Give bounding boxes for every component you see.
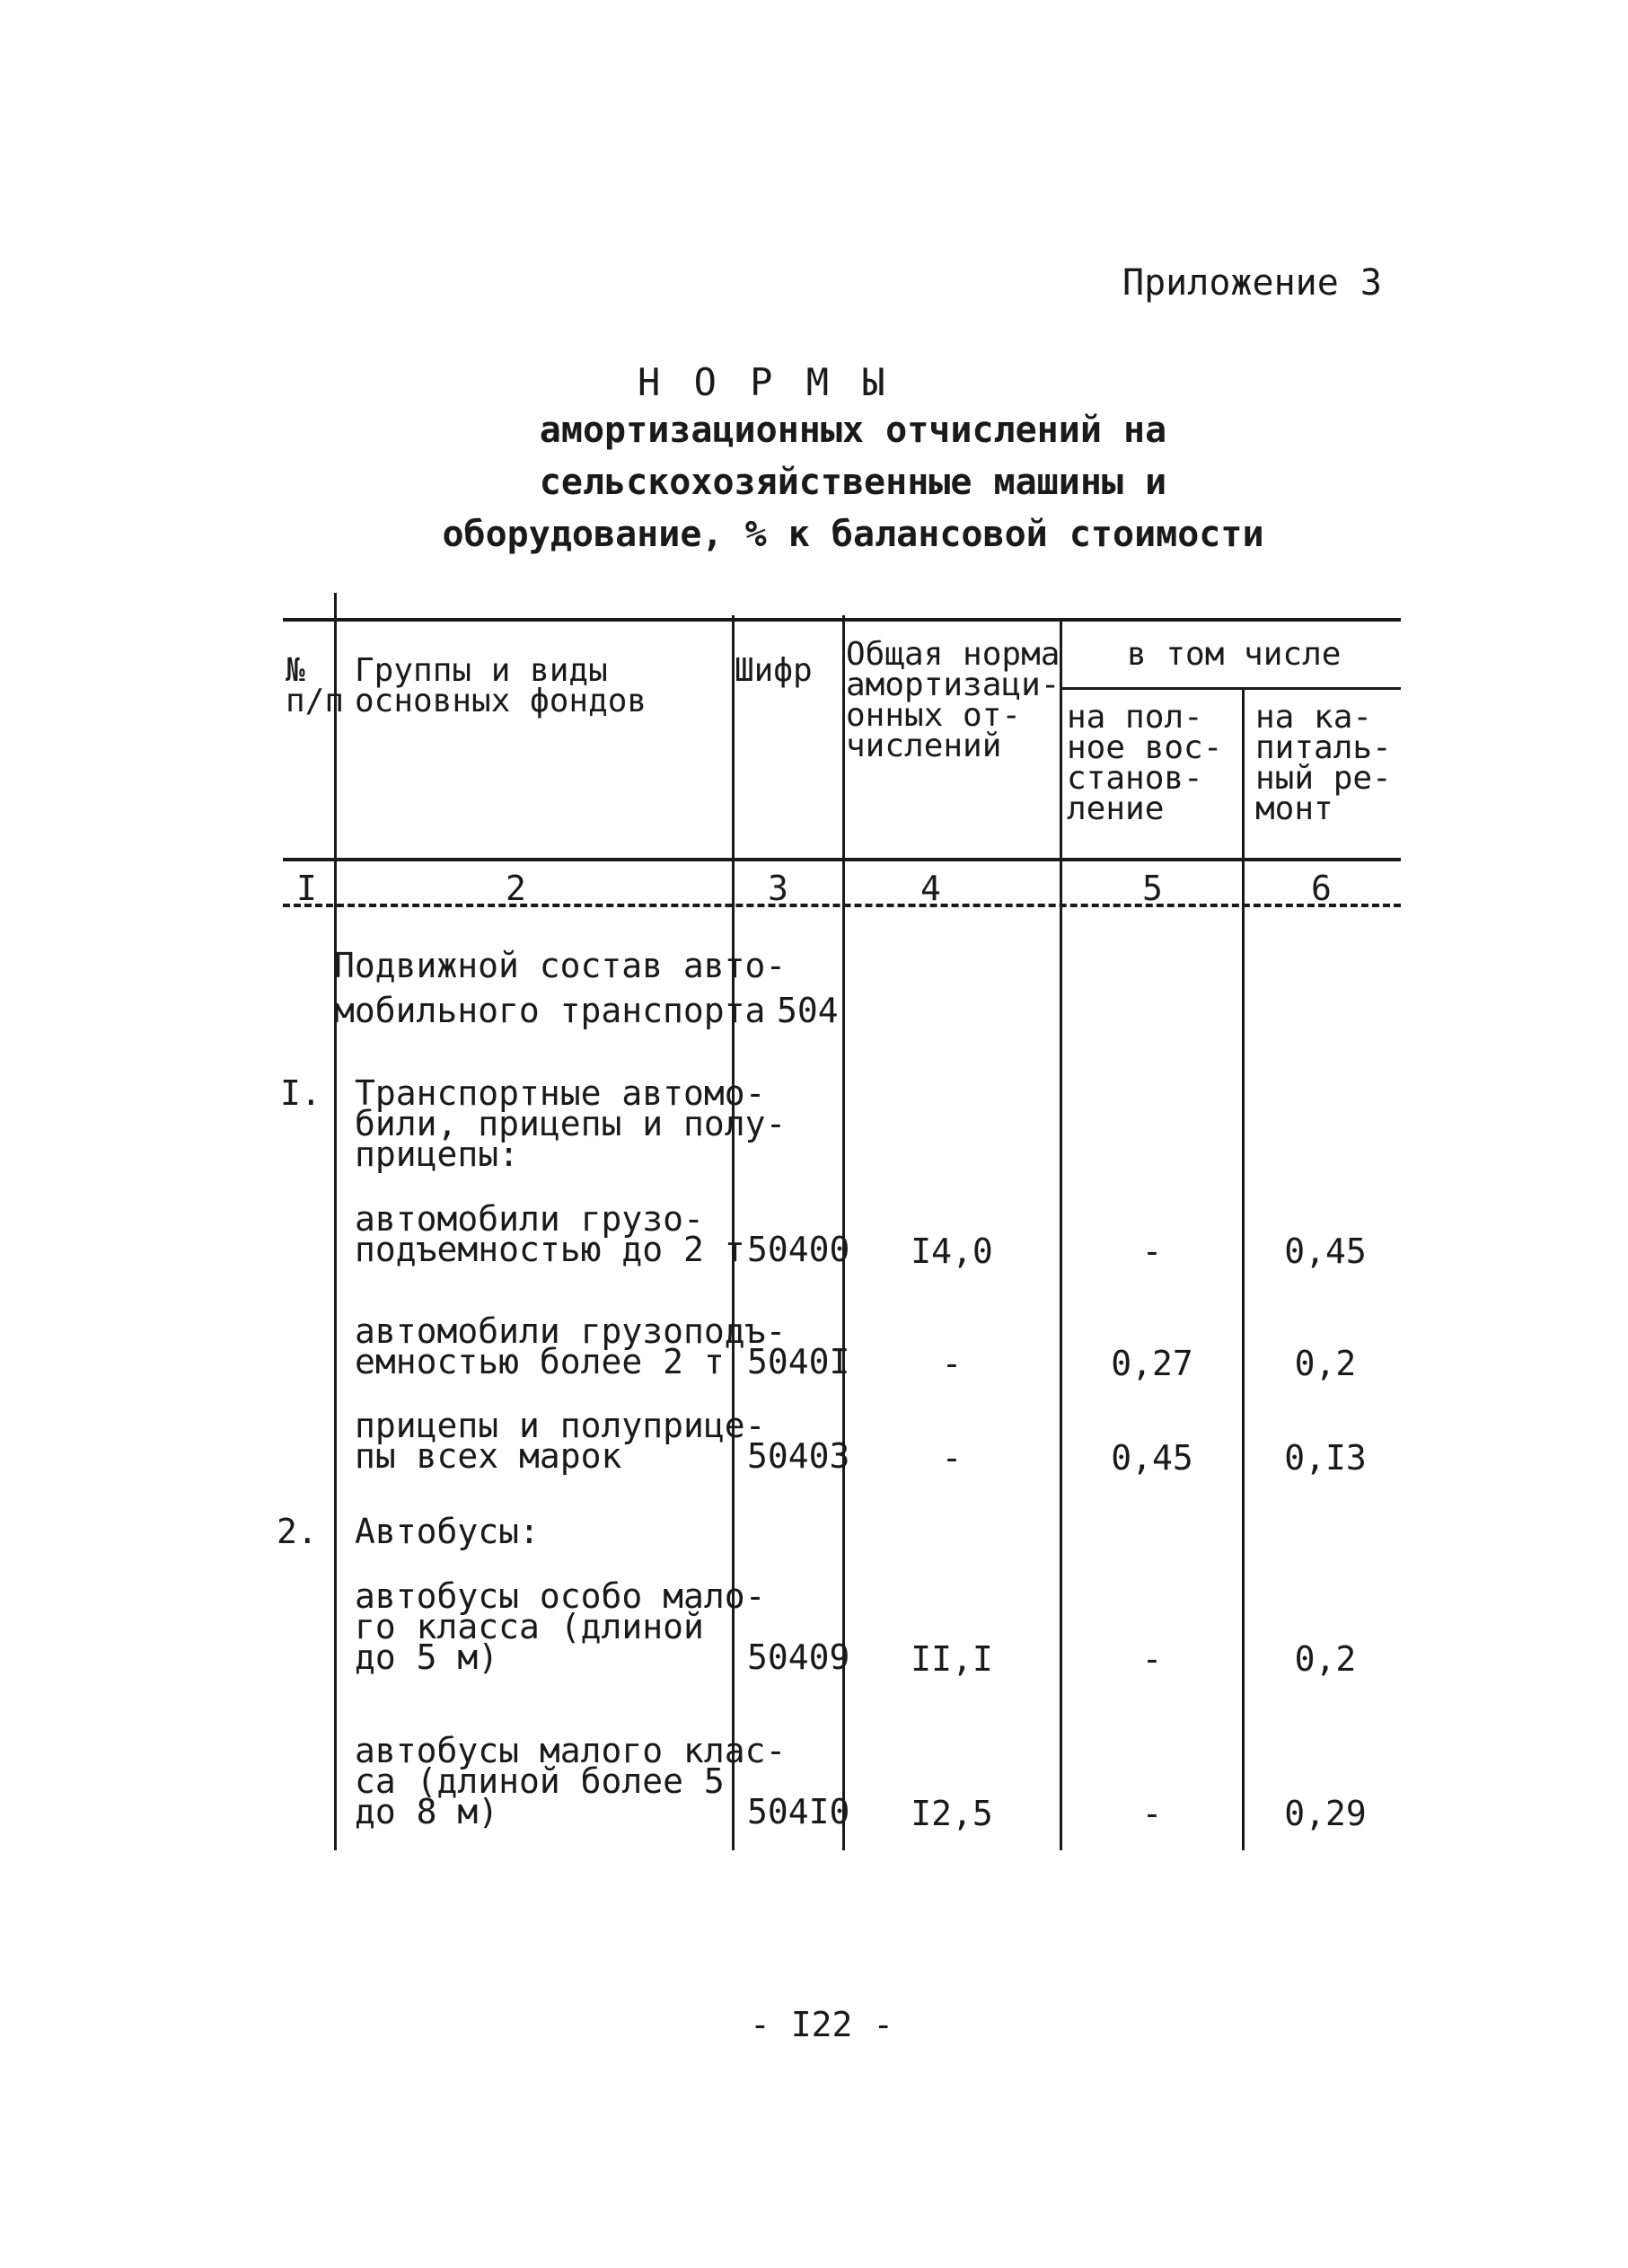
subheader-rule [1060,687,1401,690]
row-code: 50403 [747,1436,850,1476]
column-number: 5 [1142,869,1163,908]
row-name-line: мобильного транспорта [334,991,766,1030]
header-total-line: онных от- [846,697,1022,734]
header-num [286,652,345,719]
column-number: 3 [768,869,788,908]
row-name-line: Подвижной состав авто- [334,946,787,985]
row-code: 5040I [747,1342,850,1381]
row-restore: - [1141,1794,1163,1833]
header-total-line: числений [846,728,1002,764]
header-restore-line: на пол- [1067,699,1203,736]
row-total: I4,0 [911,1231,993,1271]
header-total-line: амортизаци- [846,666,1060,703]
row-name [355,1576,766,1677]
row-repair: 0,29 [1284,1794,1367,1833]
row-total: II,I [911,1639,993,1679]
row-name-line: автобусы особо мало- [355,1576,766,1616]
header-repair-line: монт [1255,790,1333,827]
header-including: в том числе [1127,636,1342,673]
header-repair-line: ный ре- [1255,760,1392,797]
row-name [355,1199,745,1269]
row-name-line: са (длиной более 5 [355,1761,725,1801]
row-restore: - [1141,1639,1163,1679]
appendix-label: Приложение 3 [1122,262,1382,304]
row-name-line: подъемностью до 2 т [355,1230,745,1269]
row-name-line: автомобили грузоподъ- [355,1311,787,1351]
row-code: 504 [777,991,839,1030]
column-number: 2 [506,869,526,908]
header-restore-line: станов- [1067,760,1203,797]
header-repair-line: на ка- [1255,699,1373,736]
row-name-line: били, прицепы и полу- [355,1104,787,1143]
row-restore: 0,45 [1111,1438,1193,1478]
subtitle-line: сельскохозяйственные машины и [539,462,1167,503]
header-total-line: Общая норма [846,636,1060,673]
row-total: - [941,1438,963,1478]
header-restore [1067,699,1223,827]
page-title: Н О Р М Ы [638,360,891,404]
header-restore-line: ное вос- [1067,729,1223,766]
header-num-line: п/п [286,683,345,719]
column-number: I [296,869,317,908]
row-name-line: пы всех марок [355,1436,622,1476]
row-name [355,1406,766,1476]
header-code: Шифр [735,652,813,689]
subtitle-line: оборудование, % к балансовой стоимости [442,514,1264,555]
subtitle-line: амортизационных отчислений на [539,410,1167,451]
header-name [355,652,647,719]
row-code: 50409 [747,1637,850,1677]
row-total: - [941,1344,963,1383]
row-name-line: Транспортные автомо- [355,1073,766,1113]
row-name-line: до 5 м) [355,1637,499,1677]
row-name-line: Автобусы: [355,1512,540,1551]
column-number: 6 [1311,869,1332,908]
row-restore: - [1141,1231,1163,1271]
page-number: - I22 - [750,2005,894,2044]
row-name [355,1311,787,1381]
col-divider-1 [334,593,337,1850]
row-repair: 0,45 [1284,1231,1367,1271]
header-name-line: Группы и виды [355,652,608,689]
row-name-line: до 8 м) [355,1792,499,1831]
row-repair: 0,2 [1294,1639,1357,1679]
header-name-line: основных фондов [355,683,647,719]
row-num: 2. [277,1512,318,1551]
header-total [846,636,1060,764]
header-repair-line: питаль- [1255,729,1392,766]
row-total: I2,5 [911,1794,993,1833]
row-code: 50400 [747,1230,850,1269]
header-num-line: № [286,652,305,689]
row-name-line: автомобили грузо- [355,1199,704,1239]
row-restore: 0,27 [1111,1344,1193,1383]
row-name-line: го класса (длиной [355,1607,704,1646]
row-name-line: прицепы и полуприце- [355,1406,766,1445]
column-number: 4 [920,869,941,908]
row-name-line: автобусы малого клас- [355,1731,787,1770]
row-code: 504I0 [747,1792,850,1831]
header-restore-line: ление [1067,790,1165,827]
header-repair [1255,699,1392,827]
row-name-line: прицепы: [355,1134,520,1174]
row-num: I. [280,1073,321,1113]
row-repair: 0,2 [1294,1344,1357,1383]
subtitle [341,404,1365,560]
row-name-line: емностью более 2 т [355,1342,725,1381]
row-repair: 0,I3 [1284,1438,1367,1478]
row-name [355,1731,787,1831]
row-name [355,1073,787,1174]
